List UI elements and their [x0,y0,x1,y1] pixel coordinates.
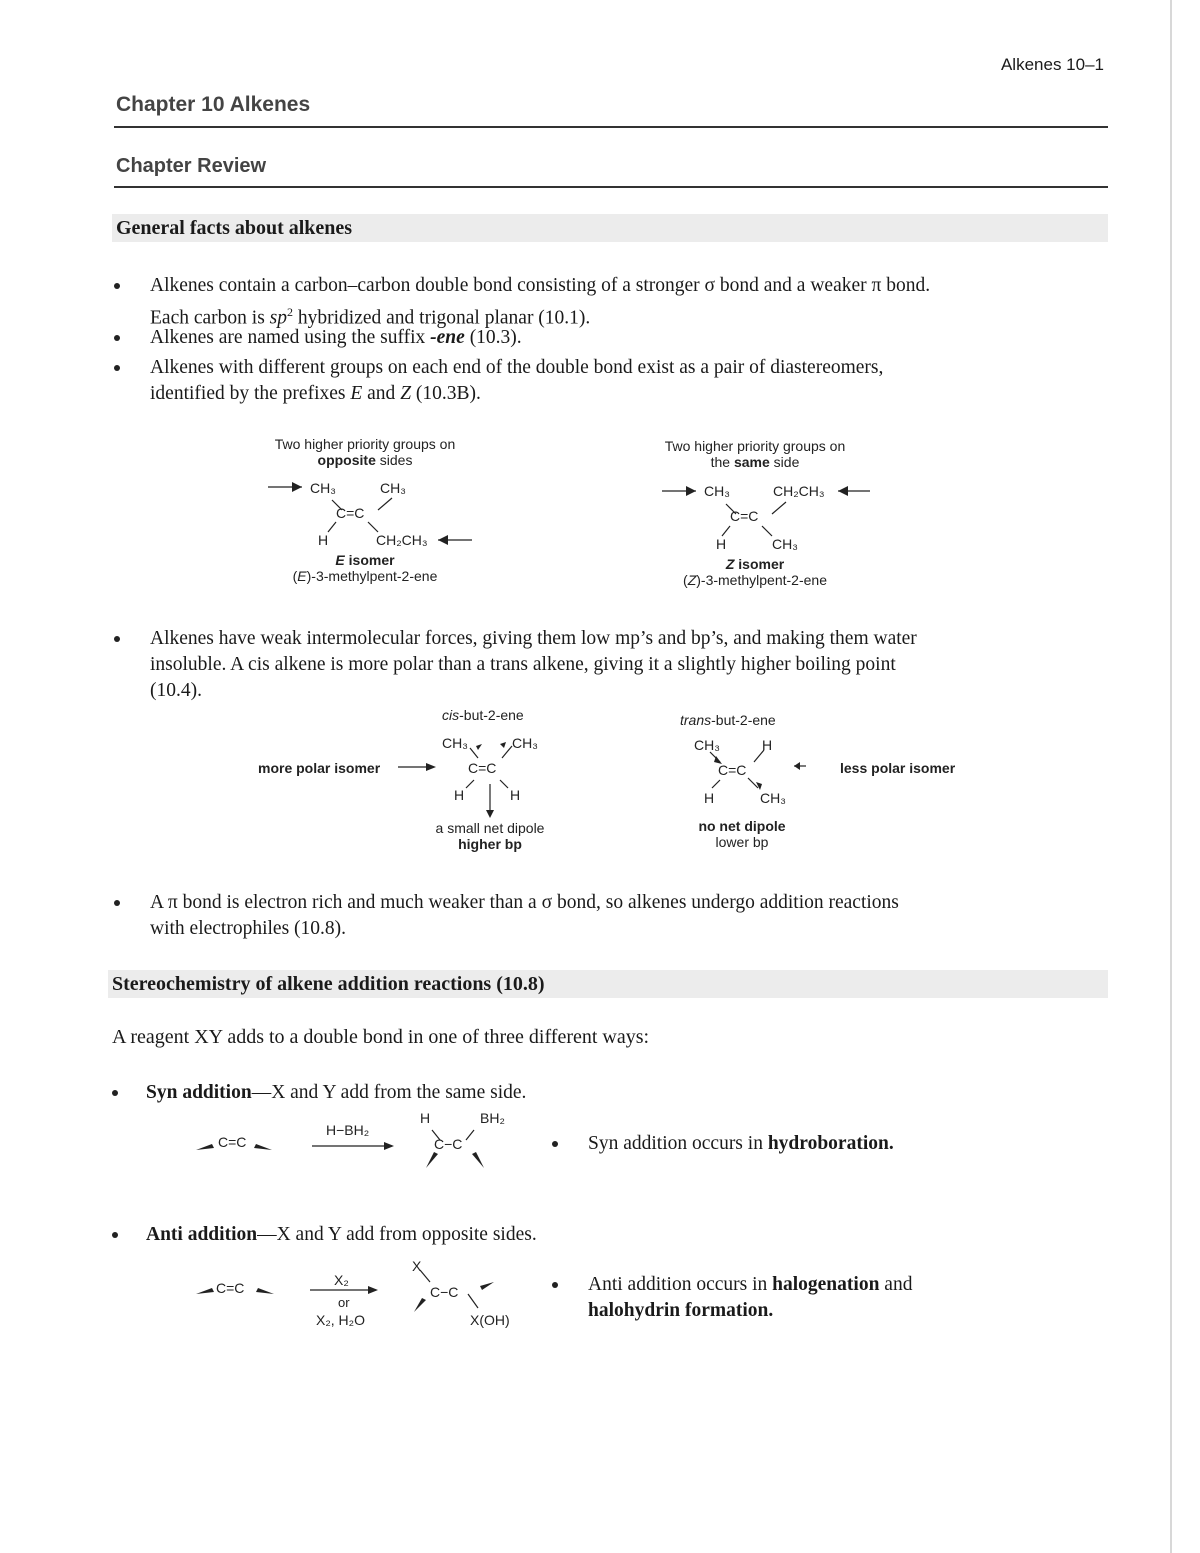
bullet-item [114,273,1114,329]
z-isomer-caption: Two higher priority groups on the same side [664,438,846,470]
bullet-item [114,626,1114,704]
chapter-title: Chapter 10 Alkenes [116,93,311,116]
substituent-label: H [762,737,773,753]
cis-title: cis-but-2-ene [442,707,524,723]
bullet-text: Alkenes are named using the suffix -ene (10.3). [150,327,522,348]
section-heading-general: General facts about alkenes [116,217,353,239]
substituent-label: CH₂CH₃ [773,483,825,499]
bullet-dot [114,636,120,642]
substituent-label: H [318,532,329,548]
product-bond-label: C−C [430,1284,459,1300]
bullet-text: Syn addition occurs in hydroboration. [588,1133,894,1154]
bullet-text: Each carbon is $sp^2$ hybridized and trigonal planar (10.1). [150,305,591,329]
cis-dipole-caption: a small net dipole higher bp [435,820,545,852]
chapter-rule [114,126,1108,128]
product-substituent: BH₂ [480,1110,505,1126]
product-substituent: X [412,1258,422,1274]
reagent-label: X₂ [334,1272,349,1288]
substituent-label: CH₃ [760,790,786,806]
bullet-dot [552,1141,558,1147]
substituent-label: CH₃ [442,735,468,751]
e-isomer-structure [262,474,482,554]
bullet-dot [112,1090,118,1096]
reagent-label: X₂, H₂O [316,1312,365,1328]
bullet-text: Anti addition—X and Y add from opposite sides. [146,1224,537,1245]
product-bond-label: C−C [434,1136,463,1152]
substituent-label: H [454,787,465,803]
substituent-label: CH₃ [704,483,730,499]
substituent-label: CH₃ [694,737,720,753]
bullet-dot [114,900,120,906]
bullet-text: halohydrin formation. [588,1300,774,1321]
bullet-text: Alkenes have weak intermolecular forces, giving them low mp’s and bp’s, and making them water [150,628,917,649]
bullet-text: identified by the prefixes E and Z (10.3B). [150,383,481,404]
section-heading-band [108,970,1108,998]
reagent-label: H−BH₂ [326,1122,370,1138]
intro-text: A reagent XY adds to a double bond in one of three different ways: [112,1026,650,1048]
substituent-label: H [510,787,521,803]
double-bond-label: C=C [730,508,759,524]
bullet-text: Alkenes with different groups on each end of the double bond exist as a pair of diastereomers, [150,357,884,378]
alkene-label: C=C [216,1280,245,1296]
substituent-label: CH₂CH₃ [376,532,428,548]
running-head: Alkenes 10–1 [1000,55,1104,74]
substituent-label: CH₃ [512,735,538,751]
review-rule [114,186,1108,188]
bullet-text: Alkenes contain a carbon–carbon double bond consisting of a stronger σ bond and a weaker π bond. [150,275,931,296]
bullet-text: A π bond is electron rich and much weaker than a σ bond, so alkenes undergo addition reactions [150,892,899,913]
bullet-dot [112,1232,118,1238]
bullet-dot [552,1282,558,1288]
bullet-item [114,355,1114,407]
e-isomer-caption: Two higher priority groups on opposite sides [274,436,456,468]
bullet-item [552,1272,1052,1324]
bullet-text: Anti addition occurs in halogenation and [588,1274,913,1295]
bullet-item [552,1131,1052,1157]
reagent-or: or [338,1295,350,1310]
bullet-text: with electrophiles (10.8). [150,918,347,939]
z-isomer-name: Z isomer (Z)-3-methylpent-2-ene [683,556,827,588]
bullet-text: insoluble. A cis alkene is more polar than a trans alkene, giving it a slightly higher boiling point [150,654,896,675]
z-isomer-structure [656,476,876,556]
bullet-dot [114,335,120,341]
bullet-item [112,1222,812,1248]
substituent-label: CH₃ [310,480,336,496]
alkene-label: C=C [218,1134,247,1150]
less-polar-label: less polar isomer [840,760,956,776]
bullet-item [112,1080,812,1106]
bullet-item [114,325,1114,351]
e-isomer-name: E isomer (E)-3-methylpent-2-ene [292,552,438,584]
bullet-text: (10.4). [150,680,202,701]
double-bond-label: C=C [718,762,747,778]
product-substituent: X(OH) [470,1312,510,1328]
double-bond-label: C=C [468,760,497,776]
trans-dipole-caption: no net dipole lower bp [698,818,786,850]
bullet-text: Syn addition—X and Y add from the same side. [146,1082,527,1103]
section-heading-band [112,214,1108,242]
substituent-label: CH₃ [380,480,406,496]
bullet-dot [114,365,120,371]
bullet-dot [114,283,120,289]
section-heading-stereochem: Stereochemistry of alkene addition reactions (10.8) [112,973,545,995]
substituent-label: H [704,790,715,806]
bullet-item [114,890,1114,942]
trans-title: trans-but-2-ene [680,712,776,728]
chapter-review-heading: Chapter Review [116,155,267,177]
product-substituent: H [420,1110,431,1126]
substituent-label: H [716,536,727,552]
page-edge [1170,0,1172,1553]
more-polar-label: more polar isomer [258,760,381,776]
substituent-label: CH₃ [772,536,798,552]
double-bond-label: C=C [336,505,365,521]
